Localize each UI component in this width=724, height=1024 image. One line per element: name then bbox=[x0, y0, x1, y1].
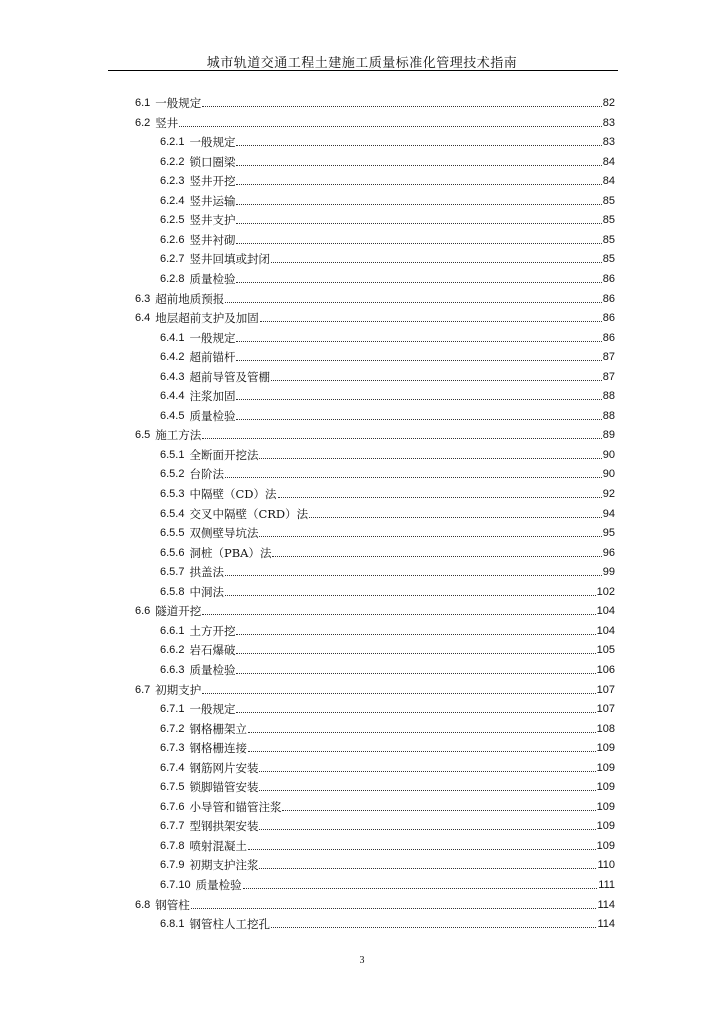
toc-entry-number: 6.7.3 bbox=[160, 742, 185, 755]
toc-entry-title: 一般规定 bbox=[189, 702, 236, 717]
toc-entry[interactable] bbox=[135, 678, 615, 697]
toc-entry-page: 108 bbox=[596, 722, 615, 735]
toc-entry[interactable] bbox=[160, 247, 615, 266]
toc-leader-dots bbox=[272, 555, 601, 557]
toc-leader-dots bbox=[236, 359, 601, 361]
toc-entry-page: 87 bbox=[602, 370, 615, 383]
toc-entry-title: 施工方法 bbox=[155, 428, 202, 443]
toc-entry-title: 注浆加固 bbox=[189, 389, 236, 404]
toc-entry-title: 超前地质预报 bbox=[155, 291, 225, 306]
toc-leader-dots bbox=[191, 907, 597, 909]
toc-entry-number: 6.7.9 bbox=[160, 859, 185, 872]
toc-entry[interactable] bbox=[160, 189, 615, 208]
toc-entry-title: 竖井回填或封闭 bbox=[189, 252, 270, 267]
toc-entry-number: 6.3 bbox=[135, 292, 151, 305]
toc-entry-title: 锁脚锚管安装 bbox=[189, 780, 259, 795]
toc-entry-title: 质量检验 bbox=[189, 408, 236, 423]
toc-entry-title: 一般规定 bbox=[189, 330, 236, 345]
toc-entry[interactable] bbox=[160, 873, 615, 892]
toc-entry-title: 一般规定 bbox=[189, 135, 236, 150]
toc-entry-page: 109 bbox=[596, 839, 615, 852]
toc-entry-number: 6.5.2 bbox=[160, 468, 185, 481]
toc-leader-dots bbox=[236, 633, 595, 635]
toc-entry[interactable] bbox=[160, 717, 615, 736]
toc-entry-title: 全断面开挖法 bbox=[189, 447, 259, 462]
toc-entry-page: 82 bbox=[602, 97, 615, 109]
toc-entry-title: 钢管柱人工挖孔 bbox=[189, 917, 270, 932]
toc-leader-dots bbox=[282, 809, 595, 811]
toc-entry-number: 6.1 bbox=[135, 97, 151, 109]
toc-leader-dots bbox=[271, 261, 602, 263]
toc-entry-page: 109 bbox=[596, 781, 615, 794]
toc-entry[interactable] bbox=[160, 404, 615, 423]
toc-entry[interactable] bbox=[160, 443, 615, 462]
toc-entry[interactable] bbox=[135, 423, 615, 442]
toc-entry-number: 6.5.6 bbox=[160, 546, 185, 559]
toc-entry-title: 超前导管及管棚 bbox=[189, 369, 270, 384]
toc-entry-number: 6.5.7 bbox=[160, 566, 185, 579]
toc-entry-number: 6.7.1 bbox=[160, 703, 185, 716]
toc-leader-dots bbox=[236, 183, 601, 185]
toc-entry-title: 洞桩（PBA）法 bbox=[189, 545, 272, 560]
toc-entry-number: 6.5.5 bbox=[160, 527, 185, 540]
toc-entry-number: 6.2.5 bbox=[160, 214, 185, 227]
toc-entry[interactable] bbox=[160, 150, 615, 169]
toc-entry-number: 6.8 bbox=[135, 898, 151, 911]
toc-leader-dots bbox=[202, 692, 595, 694]
toc-entry-number: 6.7.10 bbox=[160, 879, 191, 891]
toc-leader-dots bbox=[202, 105, 601, 107]
toc-leader-dots bbox=[236, 242, 601, 244]
toc-entry-number: 6.7.5 bbox=[160, 781, 185, 794]
toc-entry-page: 86 bbox=[602, 272, 615, 285]
toc-leader-dots bbox=[271, 379, 602, 381]
toc-leader-dots bbox=[236, 398, 601, 400]
toc-leader-dots bbox=[243, 887, 598, 889]
toc-leader-dots bbox=[259, 535, 601, 537]
toc-entry[interactable] bbox=[160, 228, 615, 247]
toc-leader-dots bbox=[225, 574, 602, 576]
toc-entry-number: 6.2.2 bbox=[160, 155, 185, 168]
toc-entry[interactable] bbox=[160, 521, 615, 540]
toc-entry[interactable] bbox=[160, 482, 615, 501]
toc-entry[interactable] bbox=[160, 130, 615, 149]
toc-entry-page: 104 bbox=[596, 605, 615, 618]
toc-entry-number: 6.5.8 bbox=[160, 585, 185, 598]
toc-entry-title: 钢格栅架立 bbox=[189, 721, 247, 736]
toc-entry[interactable] bbox=[160, 267, 615, 286]
toc-leader-dots bbox=[278, 496, 602, 498]
toc-entry[interactable] bbox=[135, 91, 615, 110]
toc-entry-title: 岩石爆破 bbox=[189, 643, 236, 658]
toc-entry-page: 84 bbox=[602, 155, 615, 168]
toc-entry[interactable] bbox=[135, 599, 615, 618]
toc-leader-dots bbox=[236, 340, 601, 342]
toc-leader-dots bbox=[260, 320, 602, 322]
toc-entry-title: 竖井开挖 bbox=[189, 174, 236, 189]
toc-leader-dots bbox=[248, 731, 596, 733]
toc-entry[interactable] bbox=[160, 619, 615, 638]
toc-entry-title: 初期支护注浆 bbox=[189, 858, 259, 873]
toc-entry-title: 钢格栅连接 bbox=[189, 741, 247, 756]
toc-entry[interactable] bbox=[160, 169, 615, 188]
toc-leader-dots bbox=[202, 613, 595, 615]
toc-leader-dots bbox=[236, 711, 595, 713]
toc-entry-number: 6.5.1 bbox=[160, 448, 185, 461]
toc-entry-number: 6.2.7 bbox=[160, 253, 185, 266]
toc-leader-dots bbox=[259, 828, 595, 830]
toc-entry-title: 台阶法 bbox=[189, 467, 224, 482]
toc-entry[interactable] bbox=[135, 111, 615, 130]
toc-entry-title: 型钢拱架安装 bbox=[189, 819, 259, 834]
toc-entry-page: 96 bbox=[602, 546, 615, 559]
toc-entry-number: 6.4.4 bbox=[160, 390, 185, 403]
toc-entry[interactable] bbox=[160, 326, 615, 345]
toc-entry[interactable] bbox=[160, 834, 615, 853]
toc-entry-page: 85 bbox=[602, 214, 615, 227]
toc-leader-dots bbox=[236, 164, 601, 166]
toc-entry-title: 初期支护 bbox=[155, 682, 202, 697]
toc-entry-number: 6.6.2 bbox=[160, 644, 185, 657]
toc-entry[interactable] bbox=[160, 208, 615, 227]
toc-entry-title: 中隔壁（CD）法 bbox=[189, 487, 277, 501]
toc-entry-page: 105 bbox=[596, 644, 615, 657]
toc-entry[interactable] bbox=[160, 345, 615, 364]
toc-entry-number: 6.4 bbox=[135, 312, 151, 325]
toc-entry[interactable] bbox=[160, 697, 615, 716]
toc-entry-page: 88 bbox=[602, 409, 615, 422]
toc-entry-number: 6.6 bbox=[135, 605, 151, 618]
toc-entry-page: 107 bbox=[596, 683, 615, 696]
toc-entry-page: 87 bbox=[602, 351, 615, 364]
toc-entry-title: 地层超前支护及加固 bbox=[155, 311, 259, 326]
toc-entry-title: 竖井运输 bbox=[189, 193, 236, 208]
toc-leader-dots bbox=[236, 203, 601, 205]
toc-entry[interactable] bbox=[160, 658, 615, 677]
toc-entry-number: 6.5 bbox=[135, 429, 151, 442]
toc-entry[interactable] bbox=[160, 814, 615, 833]
toc-entry-number: 6.6.1 bbox=[160, 624, 185, 637]
toc-entry-number: 6.2.1 bbox=[160, 136, 185, 149]
toc-leader-dots bbox=[259, 457, 601, 459]
toc-entry-page: 114 bbox=[597, 898, 615, 911]
toc-entry-page: 85 bbox=[602, 233, 615, 246]
toc-entry-page: 89 bbox=[602, 429, 615, 442]
toc-entry-page: 86 bbox=[602, 312, 615, 325]
toc-entry-page: 83 bbox=[602, 136, 615, 149]
toc-entry-page: 102 bbox=[596, 585, 615, 598]
toc-entry[interactable] bbox=[160, 736, 615, 755]
toc-entry[interactable] bbox=[160, 853, 615, 872]
toc-entry-title: 一般规定 bbox=[155, 96, 202, 110]
toc-entry-number: 6.7.4 bbox=[160, 761, 185, 774]
toc-leader-dots bbox=[271, 926, 596, 928]
toc-entry-title: 质量检验 bbox=[195, 878, 242, 892]
toc-entry-number: 6.2.4 bbox=[160, 194, 185, 207]
toc-entry-page: 110 bbox=[597, 859, 615, 872]
toc-entry-page: 107 bbox=[596, 703, 615, 716]
toc-entry-number: 6.2.3 bbox=[160, 175, 185, 188]
toc-entry-page: 109 bbox=[596, 742, 615, 755]
toc-leader-dots bbox=[225, 476, 602, 478]
toc-entry-title: 质量检验 bbox=[189, 271, 236, 286]
toc-entry[interactable] bbox=[160, 502, 615, 521]
toc-entry-title: 竖井衬砌 bbox=[189, 232, 236, 247]
toc-entry-title: 双侧壁导坑法 bbox=[189, 526, 259, 541]
toc-entry-title: 小导管和锚管注浆 bbox=[189, 799, 282, 814]
toc-leader-dots bbox=[259, 867, 596, 869]
toc-entry-page: 109 bbox=[596, 800, 615, 813]
toc-entry-title: 锁口圈梁 bbox=[189, 154, 236, 169]
toc-entry-number: 6.2 bbox=[135, 116, 151, 129]
toc-entry[interactable] bbox=[160, 462, 615, 481]
toc-entry-title: 钢筋网片安装 bbox=[189, 760, 259, 775]
toc-leader-dots bbox=[248, 750, 596, 752]
toc-entry-number: 6.7.7 bbox=[160, 820, 185, 833]
toc-entry[interactable] bbox=[160, 384, 615, 403]
toc-entry-page: 106 bbox=[596, 663, 615, 676]
toc-leader-dots bbox=[259, 770, 595, 772]
toc-leader-dots bbox=[225, 594, 596, 596]
toc-entry[interactable] bbox=[160, 580, 615, 599]
toc-entry[interactable] bbox=[160, 775, 615, 794]
toc-entry-number: 6.7.2 bbox=[160, 722, 185, 735]
toc-entry-page: 85 bbox=[602, 194, 615, 207]
toc-entry-title: 竖井 bbox=[155, 115, 179, 130]
toc-entry[interactable] bbox=[160, 756, 615, 775]
toc-entry-page: 104 bbox=[596, 624, 615, 637]
toc-entry-number: 6.7 bbox=[135, 683, 151, 696]
header-divider bbox=[108, 70, 618, 71]
toc-entry[interactable] bbox=[160, 638, 615, 657]
toc-entry-title: 钢管柱 bbox=[155, 897, 190, 912]
toc-entry-page: 85 bbox=[602, 253, 615, 266]
toc-leader-dots bbox=[248, 848, 596, 850]
toc-entry-title: 超前锚杆 bbox=[189, 350, 236, 365]
toc-leader-dots bbox=[225, 301, 601, 303]
toc-entry-number: 6.5.4 bbox=[160, 507, 185, 520]
toc-entry[interactable] bbox=[160, 365, 615, 384]
toc-entry-title: 拱盖法 bbox=[189, 565, 224, 580]
toc-entry-number: 6.7.8 bbox=[160, 839, 185, 852]
toc-entry[interactable] bbox=[160, 560, 615, 579]
toc-entry-title: 喷射混凝土 bbox=[189, 838, 247, 853]
toc-entry-number: 6.4.5 bbox=[160, 409, 185, 422]
toc-entry-page: 92 bbox=[602, 488, 615, 500]
toc-leader-dots bbox=[309, 516, 602, 518]
toc-leader-dots bbox=[259, 789, 595, 791]
toc-leader-dots bbox=[236, 652, 595, 654]
toc-entry[interactable] bbox=[135, 287, 615, 306]
toc-entry-number: 6.8.1 bbox=[160, 918, 185, 931]
toc-entry-number: 6.2.8 bbox=[160, 272, 185, 285]
toc-entry-number: 6.6.3 bbox=[160, 663, 185, 676]
toc-entry-page: 95 bbox=[602, 527, 615, 540]
toc-entry-number: 6.5.3 bbox=[160, 488, 185, 500]
toc-leader-dots bbox=[179, 125, 601, 127]
toc-entry-page: 86 bbox=[602, 292, 615, 305]
toc-entry-page: 99 bbox=[602, 566, 615, 579]
page-number: 3 bbox=[359, 955, 365, 966]
running-header: 城市轨道交通工程土建施工质量标准化管理技术指南 bbox=[206, 56, 518, 71]
toc-entry-title: 质量检验 bbox=[189, 662, 236, 677]
toc-entry-number: 6.4.1 bbox=[160, 331, 185, 344]
toc-entry-page: 94 bbox=[602, 507, 615, 520]
toc-entry-number: 6.4.2 bbox=[160, 351, 185, 364]
toc-entry-page: 109 bbox=[596, 761, 615, 774]
toc-entry-title: 土方开挖 bbox=[189, 623, 236, 638]
toc-entry-number: 6.4.3 bbox=[160, 370, 185, 383]
toc-entry[interactable] bbox=[160, 541, 615, 560]
toc-leader-dots bbox=[236, 281, 601, 283]
toc-entry[interactable] bbox=[135, 306, 615, 325]
toc-entry-page: 83 bbox=[602, 116, 615, 129]
toc-entry-page: 109 bbox=[596, 820, 615, 833]
toc-entry[interactable] bbox=[135, 893, 615, 912]
toc-entry-page: 88 bbox=[602, 390, 615, 403]
toc-leader-dots bbox=[202, 437, 601, 439]
toc-entry-page: 90 bbox=[602, 468, 615, 481]
toc-leader-dots bbox=[236, 144, 601, 146]
toc-entry-title: 隧道开挖 bbox=[155, 604, 202, 619]
toc-entry-number: 6.7.6 bbox=[160, 800, 185, 813]
toc-entry-title: 中洞法 bbox=[189, 584, 224, 599]
toc-leader-dots bbox=[236, 418, 601, 420]
toc-entry-page: 111 bbox=[598, 879, 615, 891]
toc-entry[interactable] bbox=[160, 795, 615, 814]
toc-entry-title: 交叉中隔壁（CRD）法 bbox=[189, 506, 309, 521]
toc-entry-page: 84 bbox=[602, 175, 615, 188]
toc-entry-title: 竖井支护 bbox=[189, 213, 236, 228]
toc-leader-dots bbox=[236, 222, 601, 224]
toc-entry-page: 86 bbox=[602, 331, 615, 344]
toc-entry-page: 114 bbox=[597, 918, 615, 931]
toc-entry[interactable] bbox=[160, 912, 615, 931]
toc-leader-dots bbox=[236, 672, 595, 674]
toc-entry-page: 90 bbox=[602, 448, 615, 461]
toc-entry-number: 6.2.6 bbox=[160, 233, 185, 246]
